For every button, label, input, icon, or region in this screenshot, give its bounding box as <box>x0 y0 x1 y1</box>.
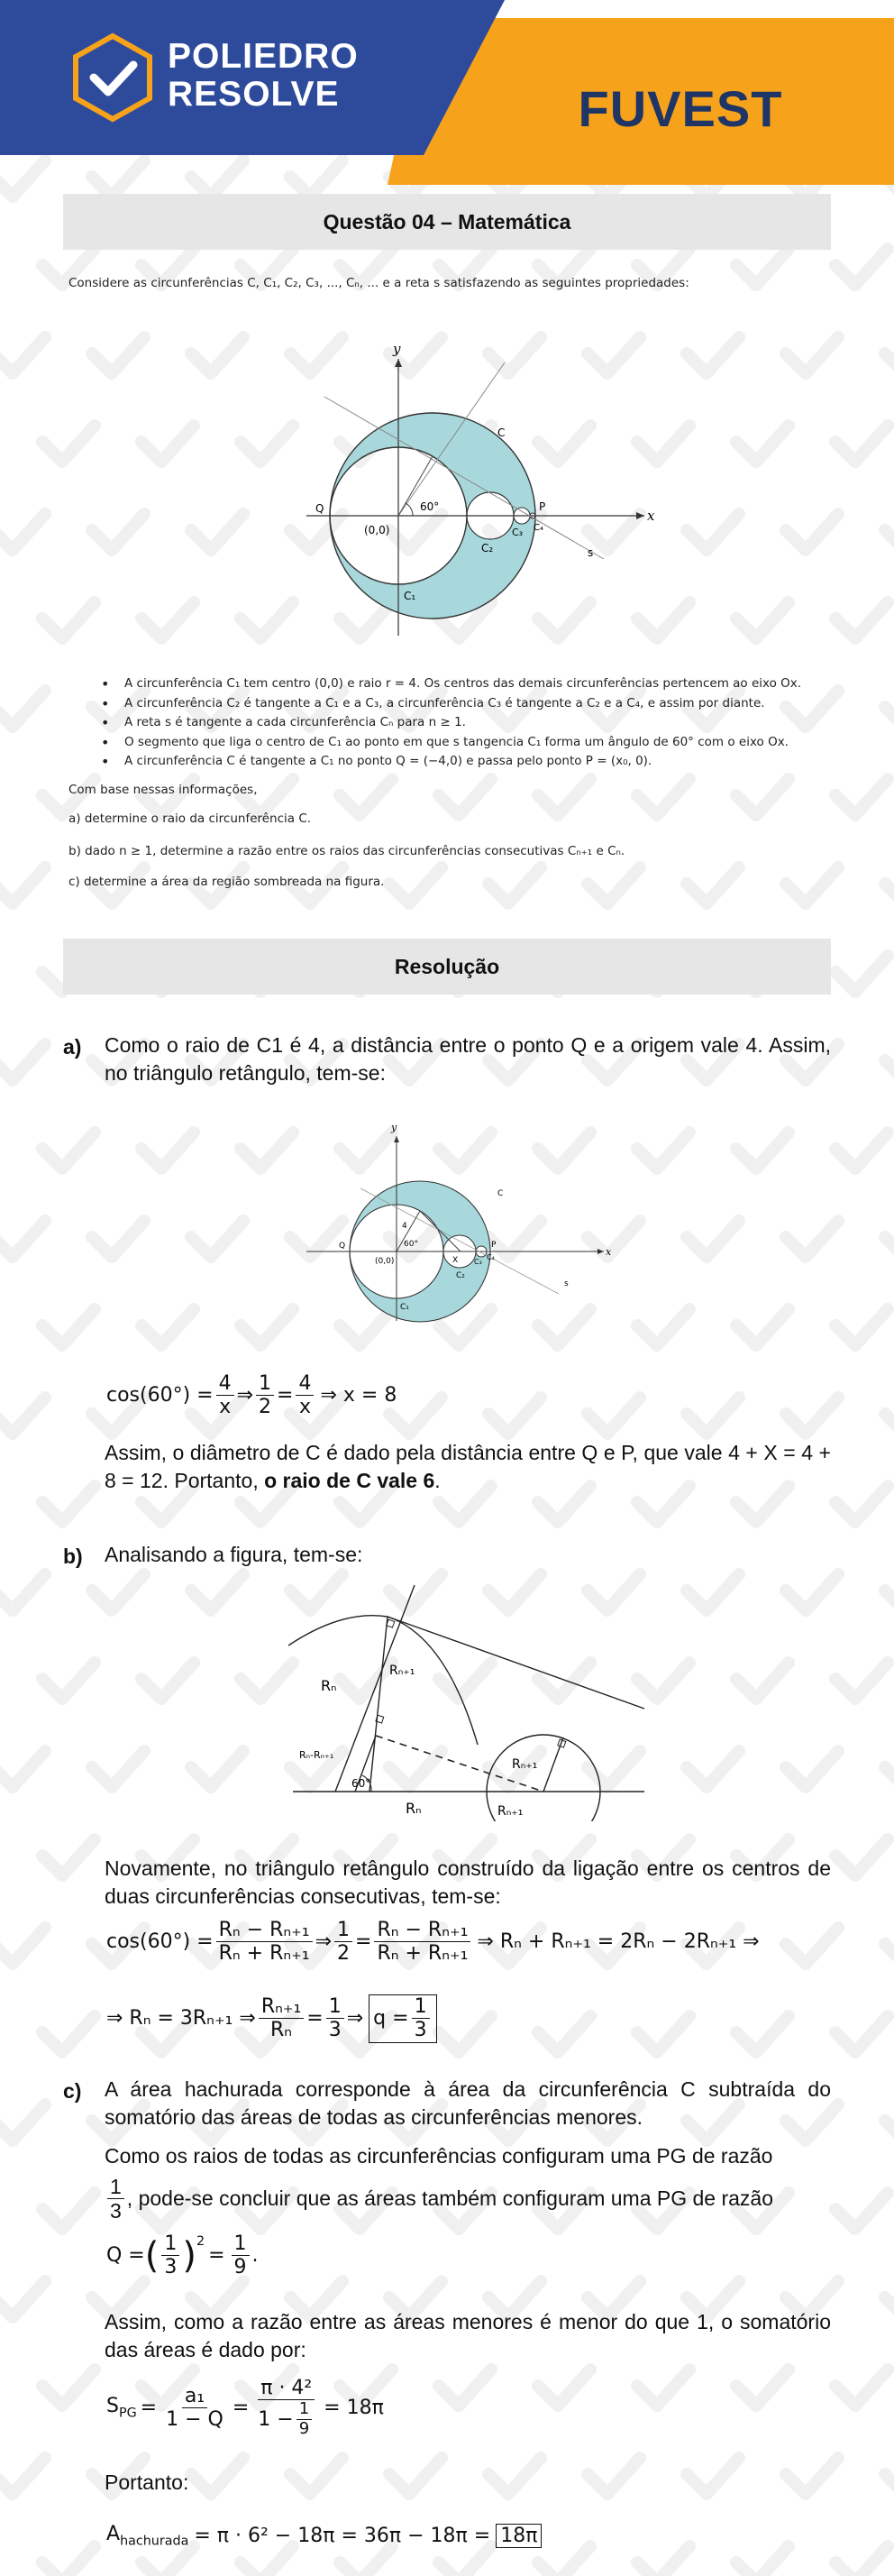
watermark-check-icon <box>835 956 888 992</box>
part-c-equation-a: $A_{hachurada}$ = π · 6² − 18π = 36π − 18π = 18π <box>106 2523 542 2548</box>
part-a-text: Como o raio de C1 é 4, a distância entre o ponto Q e a origem vale 4. Assim, no triângulo retângulo, tem-se: <box>105 1033 831 1085</box>
watermark-check-icon <box>141 602 194 638</box>
watermark-check-icon <box>340 2546 392 2576</box>
watermark-check-icon <box>835 249 888 285</box>
part-b-equation-1: cos(60°) = $\frac{\text{Rₙ − Rₙ₊₁}}{\text{Rₙ + Rₙ₊₁}}$ ⇒ $\frac{1}{2}$ = $\frac{\text{Rₙ − Rₙ₊₁}}{\text{Rₙ + Rₙ₊₁}}$ ⇒ Rₙ + Rₙ₊₁ = 2Rₙ − 2Rₙ₊₁ ⇒ <box>106 1919 760 1966</box>
watermark-check-icon <box>885 1221 894 1257</box>
fig2-c2-label: C₂ <box>456 1271 465 1280</box>
fig2-s-label: s <box>564 1279 569 1288</box>
watermark-check-icon <box>141 1309 194 1345</box>
watermark-check-icon <box>786 2458 838 2494</box>
watermark-check-icon <box>835 2016 888 2052</box>
fig1-c1-label: C₁ <box>404 590 416 602</box>
watermark-check-icon <box>637 1132 689 1169</box>
watermark-check-icon <box>0 691 45 727</box>
watermark-check-icon <box>687 1574 739 1610</box>
fig2-four-label: 4 <box>402 1222 407 1231</box>
part-a-label: a) <box>63 1035 82 1059</box>
watermark-check-icon <box>786 1928 838 1964</box>
watermark-check-icon <box>786 1751 838 1787</box>
part-c-label: c) <box>63 2079 82 2103</box>
watermark-check-icon <box>786 1574 838 1610</box>
watermark-check-icon <box>538 2546 590 2576</box>
answer-box-c: 18π <box>496 2524 542 2548</box>
watermark-check-icon <box>42 1839 95 1875</box>
list-item: • A circunferência C é tangente a C₁ no ponto Q = (−4,0) e passa pelo ponto P = (x₀, 0). <box>101 752 840 772</box>
watermark-check-icon <box>786 867 838 903</box>
watermark-check-icon <box>191 337 243 373</box>
watermark-check-icon <box>885 1928 894 1964</box>
watermark-check-icon <box>191 1221 243 1257</box>
watermark-check-icon <box>835 779 888 815</box>
question-title: Questão 04 – Matemática <box>63 194 831 250</box>
watermark-check-icon <box>885 867 894 903</box>
watermark-check-icon <box>885 337 894 373</box>
watermark-check-icon <box>736 779 789 815</box>
fig2-c-label: C <box>497 1189 504 1198</box>
watermark-check-icon <box>736 426 789 462</box>
watermark-check-icon <box>42 2546 95 2576</box>
fig1-c2-label: C₂ <box>481 542 494 555</box>
watermark-check-icon <box>92 1221 144 1257</box>
fig3-rn1-right-label: Rₙ₊₁ <box>512 1757 538 1772</box>
watermark-check-icon <box>687 1221 739 1257</box>
fig2-p-label: P <box>491 1241 497 1250</box>
part-b-label: b) <box>63 1545 83 1568</box>
fig1-c3-label: C₃ <box>512 527 524 538</box>
watermark-check-icon <box>786 514 838 550</box>
watermark-check-icon <box>538 779 590 815</box>
fig1-angle-label: 60° <box>420 500 440 513</box>
watermark-check-icon <box>241 1132 293 1169</box>
watermark-check-icon <box>0 1044 45 1080</box>
part-a-figure <box>297 1118 622 1325</box>
watermark-check-icon <box>786 1221 838 1257</box>
fig2-c4-label: C₄ <box>487 1253 495 1261</box>
resolution-title: Resolução <box>63 939 831 995</box>
part-c-text-2b: $\frac{1}{3}$ , pode-se concluir que as áreas também configuram uma PG de razão <box>105 2175 831 2223</box>
list-item: • A circunferência C₂ é tangente a C₁ e a C₃, a circunferência C₃ é tangente a C₂ e a C₄, e assim por diante. <box>101 694 840 714</box>
watermark-check-icon <box>42 426 95 462</box>
watermark-check-icon <box>42 1309 95 1345</box>
watermark-check-icon <box>92 337 144 373</box>
watermark-check-icon <box>885 1044 894 1080</box>
watermark-check-icon <box>835 2546 888 2576</box>
fig2-xlab-label: X <box>452 1256 459 1265</box>
watermark-check-icon <box>835 1663 888 1699</box>
watermark-check-icon <box>0 1221 45 1257</box>
watermark-check-icon <box>687 1751 739 1787</box>
watermark-check-icon <box>290 2458 342 2494</box>
fig3-rn1-bottom-label: Rₙ₊₁ <box>497 1804 524 1819</box>
watermark-check-icon <box>92 1574 144 1610</box>
part-b-text: Analisando a figura, tem-se: <box>105 1543 363 1566</box>
fig2-x-label: x <box>606 1246 612 1258</box>
property-list <box>101 674 840 772</box>
fig2-c1-label: C₁ <box>400 1303 409 1312</box>
poliedro-check-logo-icon <box>72 32 153 123</box>
watermark-check-icon <box>687 1398 739 1434</box>
fig1-p-label: P <box>539 500 546 513</box>
watermark-check-icon <box>687 337 739 373</box>
watermark-check-icon <box>0 337 45 373</box>
watermark-check-icon <box>835 1839 888 1875</box>
watermark-check-icon <box>439 2546 491 2576</box>
watermark-check-icon <box>141 1132 194 1169</box>
fig3-rn1-top-label: Rₙ₊₁ <box>389 1664 415 1678</box>
watermark-check-icon <box>439 2370 491 2406</box>
watermark-check-icon <box>538 2016 590 2052</box>
watermark-check-icon <box>736 2016 789 2052</box>
watermark-check-icon <box>0 2104 45 2141</box>
item-c: c) determine a área da região sombreada na figura. <box>68 875 385 889</box>
watermark-check-icon <box>835 2193 888 2229</box>
watermark-check-icon <box>786 1398 838 1434</box>
watermark-check-icon <box>141 1663 194 1699</box>
watermark-check-icon <box>538 2370 590 2406</box>
part-b-text-2: Novamente, no triângulo retângulo construído da ligação entre os centros de duas circunferências consecutivas, tem-se: <box>105 1856 831 1908</box>
item-b: b) dado n ≥ 1, determine a razão entre os raios das circunferências consecutivas Cₙ₊₁ e Cₙ. <box>68 844 625 858</box>
watermark-check-icon <box>637 2370 689 2406</box>
watermark-check-icon <box>885 1751 894 1787</box>
watermark-check-icon <box>42 1486 95 1522</box>
list-item: • A reta s é tangente a cada circunferência Cₙ para n ≥ 1. <box>101 713 840 733</box>
fig2-origin-label: (0,0) <box>375 1257 395 1266</box>
fig1-c-label: C <box>497 426 506 439</box>
watermark-check-icon <box>141 426 194 462</box>
fig2-y-label: y <box>391 1122 397 1133</box>
watermark-check-icon <box>42 2193 95 2229</box>
watermark-check-icon <box>42 2016 95 2052</box>
watermark-check-icon <box>835 426 888 462</box>
watermark-check-icon <box>736 602 789 638</box>
part-c-text-3: Assim, como a razão entre as áreas menores é menor do que 1, o somatório das áreas é dado por: <box>105 2310 831 2361</box>
watermark-check-icon <box>0 1751 45 1787</box>
watermark-check-icon <box>340 779 392 815</box>
part-c-equation-s: $S_{PG}$ = $\frac{\text{a₁}}{1 - Q}$ = π · 4² 1 − $\frac{1}{9}$ = 18π <box>106 2377 384 2438</box>
watermark-check-icon <box>191 2458 243 2494</box>
watermark-check-icon <box>588 2458 640 2494</box>
watermark-check-icon <box>736 249 789 285</box>
watermark-check-icon <box>42 1663 95 1699</box>
watermark-check-icon <box>736 2546 789 2576</box>
fig2-q-label: Q <box>339 1242 346 1251</box>
watermark-check-icon <box>588 1398 640 1434</box>
watermark-check-icon <box>687 514 739 550</box>
watermark-check-icon <box>0 1928 45 1964</box>
fig3-angle-label: 60° <box>351 1777 371 1790</box>
watermark-check-icon <box>835 2370 888 2406</box>
watermark-check-icon <box>736 1309 789 1345</box>
watermark-check-icon <box>835 602 888 638</box>
watermark-check-icon <box>885 691 894 727</box>
watermark-check-icon <box>736 1132 789 1169</box>
watermark-check-icon <box>637 1309 689 1345</box>
watermark-check-icon <box>0 2281 45 2317</box>
watermark-check-icon <box>92 1751 144 1787</box>
part-c-text-4: Portanto: <box>105 2471 189 2494</box>
watermark-check-icon <box>687 867 739 903</box>
watermark-check-icon <box>637 2546 689 2576</box>
answer-box-b: q = $\frac{1}{3}$ <box>369 1994 436 2043</box>
watermark-check-icon <box>191 514 243 550</box>
watermark-check-icon <box>241 1309 293 1345</box>
watermark-check-icon <box>835 1486 888 1522</box>
fig2-angle-label: 60° <box>404 1240 418 1249</box>
watermark-check-icon <box>687 2458 739 2494</box>
watermark-check-icon <box>389 1398 442 1434</box>
fig1-s-label: s <box>588 546 594 559</box>
watermark-check-icon <box>786 337 838 373</box>
watermark-check-icon <box>439 2016 491 2052</box>
watermark-check-icon <box>241 1663 293 1699</box>
watermark-check-icon <box>0 514 45 550</box>
fig3-diff-label: Rₙ-Rₙ₊₁ <box>299 1749 334 1761</box>
part-b-figure <box>288 1582 649 1821</box>
watermark-check-icon <box>885 2104 894 2141</box>
fig1-x-label: x <box>647 508 655 524</box>
watermark-check-icon <box>488 2458 541 2494</box>
watermark-check-icon <box>191 1574 243 1610</box>
watermark-check-icon <box>885 1398 894 1434</box>
part-a-conclusion: Assim, o diâmetro de C é dado pela distância entre Q e P, que vale 4 + X = 4 + 8 = 12. Portanto, o raio de C vale 6. <box>105 1441 831 1492</box>
watermark-check-icon <box>885 514 894 550</box>
watermark-check-icon <box>736 2370 789 2406</box>
watermark-check-icon <box>42 2370 95 2406</box>
list-item: • A circunferência C₁ tem centro (0,0) e raio r = 4. Os centros das demais circunferências pertencem ao eixo Ox. <box>101 674 840 694</box>
fig1-q-label: Q <box>315 502 324 515</box>
part-a-equation: cos(60°) = $\frac{4}{x}$ ⇒ $\frac{1}{2}$ = $\frac{4}{x}$ ⇒ x = 8 <box>106 1372 397 1419</box>
watermark-check-icon <box>389 2458 442 2494</box>
watermark-check-icon <box>637 779 689 815</box>
part-b-equation-2: ⇒ Rₙ = 3Rₙ₊₁ ⇒ $\frac{\text{Rₙ₊₁}}{\text{Rₙ}}$ = $\frac{1}{3}$ ⇒ q = $\frac{1}{3}$ <box>106 1994 437 2043</box>
item-a: a) determine o raio da circunferência C. <box>68 811 312 826</box>
watermark-check-icon <box>0 867 45 903</box>
exam-name: FUVEST <box>578 80 783 137</box>
question-figure <box>270 334 667 640</box>
watermark-check-icon <box>885 1574 894 1610</box>
watermark-check-icon <box>42 1132 95 1169</box>
watermark-check-icon <box>141 2546 194 2576</box>
watermark-check-icon <box>835 1132 888 1169</box>
fig1-origin-label: (0,0) <box>364 524 390 536</box>
watermark-check-icon <box>439 779 491 815</box>
watermark-check-icon <box>488 1398 541 1434</box>
watermark-check-icon <box>736 1663 789 1699</box>
watermark-check-icon <box>241 2546 293 2576</box>
fig1-c4-label: C₄ <box>534 523 543 533</box>
fig3-rn-bottom-label: Rₙ <box>406 1800 422 1817</box>
fig3-rn-top-label: Rₙ <box>321 1677 337 1694</box>
watermark-check-icon <box>488 867 541 903</box>
fig2-c3-label: C₃ <box>474 1258 482 1266</box>
watermark-check-icon <box>0 1398 45 1434</box>
part-c-text-2a: Como os raios de todas as circunferências configuram uma PG de razão <box>105 2144 773 2168</box>
fig1-y-label: y <box>393 341 401 357</box>
question-intro: Considere as circunferências C, C₁, C₂, C₃, ..., Cₙ, ... e a reta s satisfazendo as seguintes propriedades: <box>68 276 689 290</box>
watermark-check-icon <box>0 2458 45 2494</box>
watermark-check-icon <box>0 1574 45 1610</box>
watermark-check-icon <box>835 1309 888 1345</box>
part-c-text-1: A área hachurada corresponde à área da circunferência C subtraída do somatório das áreas de todas as circunferências menores. <box>105 2077 831 2129</box>
watermark-check-icon <box>885 2281 894 2317</box>
watermark-check-icon <box>389 867 442 903</box>
watermark-check-icon <box>885 2458 894 2494</box>
list-item: • O segmento que liga o centro de C₁ ao ponto em que s tangencia C₁ forma um ângulo de 60° com o eixo Ox. <box>101 733 840 753</box>
watermark-check-icon <box>637 2016 689 2052</box>
watermark-check-icon <box>42 602 95 638</box>
base-text: Com base nessas informações, <box>68 783 258 797</box>
watermark-check-icon <box>92 514 144 550</box>
brand-logo-text: POLIEDRO RESOLVE <box>168 37 359 114</box>
part-c-equation-q: Q = ( $\frac{1}{3}$ ) $^2$ = $\frac{1}{9}$ . <box>106 2232 259 2279</box>
watermark-check-icon <box>588 867 640 903</box>
watermark-check-icon <box>191 1751 243 1787</box>
